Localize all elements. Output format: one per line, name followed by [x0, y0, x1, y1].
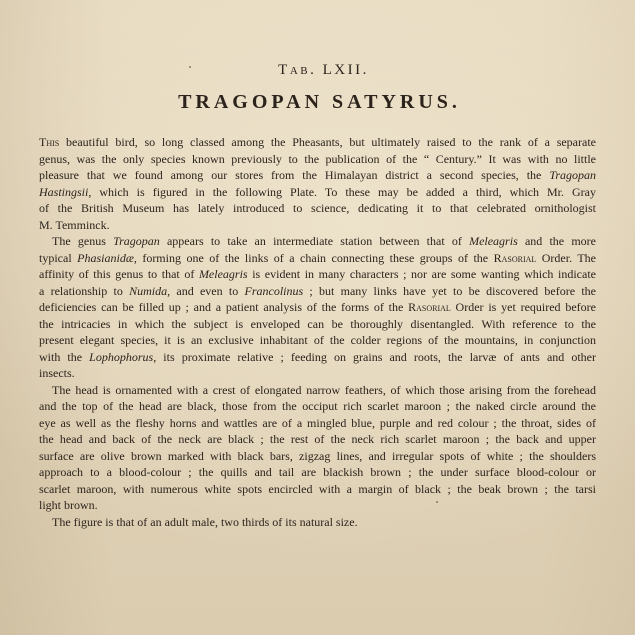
italic-text: Meleagris	[198, 267, 248, 281]
text-line	[39, 398, 596, 415]
text-run: The head is ornamented with a crest of elongated narrow feathers, of which those arising from the forehead	[52, 382, 596, 397]
text-run: insects.	[39, 366, 75, 380]
text-run: surface are olive brown marked with black bars, zigzag lines, and irregular spots of white ; the shoulders	[39, 448, 596, 463]
text-run: the intricacies in which the subject is enveloped can be thoroughly disentangled. With reference to the	[39, 316, 596, 331]
text-line	[39, 415, 596, 432]
italic-text: Hastingsii	[39, 184, 89, 199]
text-line	[39, 184, 596, 201]
text-run: the head and back of the neck are black ; the rest of the neck rich scarlet maroon ; the back and upper	[39, 432, 596, 446]
text-run: and the top of the head are black, those from the occiput rich scarlet maroon ; the naked circle around the	[39, 399, 596, 413]
plate-number: Tab. LXII.	[278, 62, 369, 78]
text-line	[39, 250, 596, 267]
italic-text: Tragopan	[549, 168, 596, 182]
text-run: affinity of this genus to that of	[39, 267, 199, 281]
text-run: of the British Museum has lately introduced to science, dedicating it to that celebrated ornithologist	[39, 201, 596, 215]
text-run: scarlet maroon, with numerous white spots encircled with a margin of black ; the beak brown ; the tarsi	[39, 481, 596, 496]
text-line	[39, 217, 596, 234]
text-line	[39, 200, 596, 217]
paragraph	[39, 382, 596, 514]
paragraph	[39, 514, 596, 531]
text-run: is evident in many characters ; nor are some wanting which indicate	[247, 267, 596, 281]
text-run: appears to take an intermediate station between that of	[159, 234, 470, 248]
text-line	[39, 431, 596, 448]
text-line	[39, 151, 596, 168]
italic-text: Phasianidæ	[77, 250, 134, 265]
small-caps-text: This	[39, 135, 60, 149]
text-run: Order is yet required before	[450, 300, 596, 314]
text-run: deficiencies can be filled up ; and a patient analysis of the forms of the	[39, 300, 409, 314]
text-run: genus, was the only species known previously to the publication of the “ Century.” It was with no little	[39, 151, 596, 166]
text-run: The figure is that of an adult male, two thirds of its natural size.	[52, 514, 358, 529]
text-line	[39, 481, 596, 498]
text-line	[39, 349, 596, 366]
text-run: a relationship to	[39, 283, 130, 298]
text-run: , and even to	[167, 283, 245, 298]
text-run: Order. The	[536, 250, 596, 265]
text-line	[39, 332, 596, 349]
italic-text: Tragopan	[113, 234, 160, 248]
text-run: pleasure that we found among our stores from the Himalayan district a second species, the	[39, 168, 550, 182]
text-line	[39, 497, 596, 514]
small-caps-text: Rasorial	[408, 300, 451, 314]
text-line	[39, 514, 596, 531]
text-line	[39, 448, 596, 465]
small-caps-text: Rasorial	[493, 250, 537, 265]
text-run: ; but many links have yet to be discovered before the	[303, 283, 596, 298]
paragraph	[39, 233, 596, 382]
text-run: beautiful bird, so long classed among the Pheasants, but ultimately raised to the rank of a separate	[59, 135, 596, 149]
text-run: light brown.	[39, 498, 98, 512]
italic-text: Numida	[129, 283, 168, 298]
text-run: typical	[39, 250, 78, 265]
text-run: and the more	[517, 234, 596, 248]
text-line	[39, 134, 596, 151]
italic-text: Lophophorus	[89, 349, 154, 364]
text-run: approach to a blood-colour ; the quills and tail are blackish brown ; the under surface blood-colour or	[39, 465, 596, 479]
text-run: The genus	[52, 234, 114, 248]
page-title: TRAGOPAN SATYRUS.	[178, 91, 461, 113]
text-run: present elegant species, it is an exclusive inhabitant of the colder regions of the mountains, in conjunction	[39, 333, 596, 347]
body-text	[39, 134, 596, 530]
text-line	[39, 283, 596, 300]
text-run: eye as well as the fleshy horns and wattles are of a mingled blue, purple and red colour ; the throat, sides of	[39, 415, 596, 430]
text-run: , its proximate relative ; feeding on grains and roots, the larvæ of ants and other	[153, 349, 596, 364]
text-run: with the	[39, 349, 90, 364]
text-line	[39, 266, 596, 283]
text-line	[39, 316, 596, 333]
text-run: , forming one of the links of a chain connecting these groups of the	[133, 250, 494, 265]
italic-text: Francolinus	[244, 283, 304, 298]
text-line	[39, 233, 596, 250]
text-run: M. Temminck.	[39, 217, 110, 232]
text-line	[39, 167, 596, 184]
italic-text: Meleagris	[469, 234, 518, 248]
text-run: , which is figured in the following Plate. To these may be added a third, which Mr. Gray	[88, 184, 596, 199]
text-line	[39, 365, 596, 382]
paragraph	[39, 134, 596, 233]
text-line	[39, 382, 596, 399]
text-line	[39, 299, 596, 316]
text-line	[39, 464, 596, 481]
